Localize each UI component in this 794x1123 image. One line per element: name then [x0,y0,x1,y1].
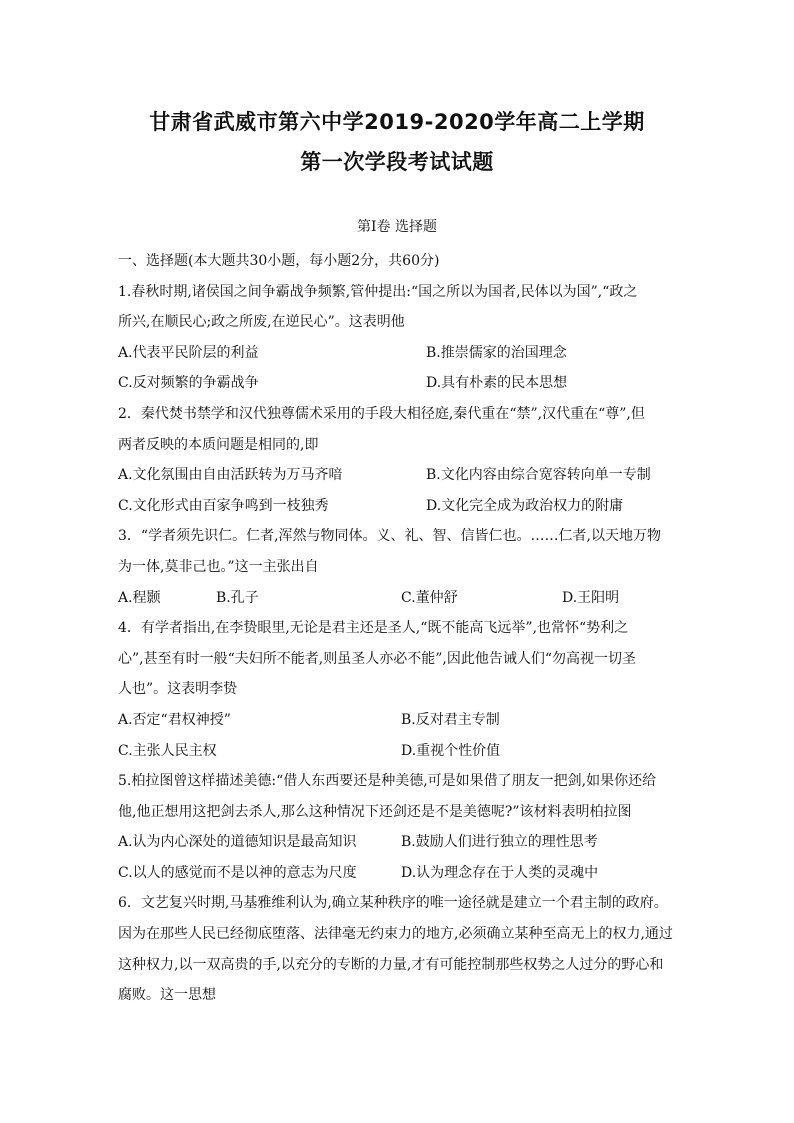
question-2-option-d: D.文化完全成为政治权力的附庸 [426,497,624,514]
question-2-option-b: B.文化内容由综合宽容转向单一专制 [426,467,651,484]
question-3-option-a: A.程颢 [118,589,161,606]
question-2-option-c: C.文化形式由百家争鸣到一枝独秀 [118,497,329,514]
question-5-option-c: C.以人的感觉而不是以神的意志为尺度 [118,864,357,881]
question-1-options-row-1 [118,338,678,369]
question-5-option-b: B.鼓励人们进行独立的理性思考 [401,834,598,851]
question-4-options-row-2 [118,736,678,767]
question-4-option-c: C.主张人民主权 [118,742,217,759]
question-1-option-c: C.反对频繁的争霸战争 [118,375,259,392]
question-4-options-row-1 [118,705,678,736]
question-5-options-row-2 [118,858,678,889]
question-1-line-1: 1.春秋时期,诸侯国之间争霸战争频繁,管仲提出:“国之所以为国者,民体以为国”,“政之 [118,283,638,300]
question-2-options-row-2 [118,491,678,522]
question-2-options-row-1 [118,460,678,491]
question-3-option-b: B.孔子 [216,589,259,606]
question-1-options-row-2 [118,368,678,399]
question-3-options-row [118,583,678,614]
question-4-line-2: 心”,甚至有时一般“夫妇所不能者,则虽圣人亦必不能”,因此他告诫人们“勿高视一切圣 [118,650,636,667]
question-2-option-a: A.文化氛围由自由活跃转为万马齐喑 [118,467,343,484]
question-3-option-c: C.董仲舒 [401,589,458,606]
question-3-line-1: 3．“学者须先识仁。仁者,浑然与物同体。义、礼、智、信皆仁也。……仁者,以天地万物 [118,528,661,545]
question-6-line-2: 因为在那些人民已经彻底堕落、法律毫无约束力的地方,必须确立某种至高无上的权力,通过 [118,926,673,943]
question-1-line-2: 所兴,在顺民心;政之所废,在逆民心”。这表明他 [118,314,405,331]
part-heading: 一、选择题(本大题共30小题，每小题2分，共60分) [118,253,440,269]
question-5-line-2: 他,他正想用这把剑去杀人,那么这种情况下还剑还是不是美德呢?”该材料表明柏拉图 [118,803,632,820]
question-3-option-d: D.王阳明 [562,589,620,606]
question-4-option-a: A.否定“君权神授” [118,711,231,728]
question-2-line-1: 2．秦代焚书禁学和汉代独尊儒术采用的手段大相径庭,秦代重在“禁”,汉代重在“尊”,但 [118,405,645,422]
question-5-options-row-1 [118,827,678,858]
question-5-option-a: A.认为内心深处的道德知识是最高知识 [118,834,357,851]
question-6-line-4: 腐败。这一思想 [118,987,216,1004]
question-4-option-d: D.重视个性价值 [401,742,501,759]
question-4-line-3: 人也”。这表明李贽 [118,681,238,698]
question-4-option-b: B.反对君主专制 [401,711,500,728]
question-1-option-d: D.具有朴素的民本思想 [426,375,568,392]
exam-title-line2: 第一次学段考试试题 [300,150,494,174]
question-body [118,246,678,1011]
question-1-option-a: A.代表平民阶层的利益 [118,344,259,361]
question-2-line-2: 两者反映的本质问题是相同的,即 [118,436,319,453]
question-6-line-1: 6．文艺复兴时期,马基雅维利认为,确立某种秩序的唯一途径就是建立一个君主制的政府。 [118,895,668,912]
question-5-option-d: D.认为理念存在于人类的灵魂中 [401,864,599,881]
question-6-line-3: 这种权力,以一双高贵的手,以充分的专断的力量,才有可能控制那些权势之人过分的野心和 [118,956,664,973]
section-title: 第Ⅰ卷 选择题 [357,219,437,235]
question-1-option-b: B.推崇儒家的治国理念 [426,344,567,361]
question-3-line-2: 为一体,莫非己也。”这一主张出自 [118,558,319,575]
question-4-line-1: 4．有学者指出,在李贽眼里,无论是君主还是圣人,“既不能高飞远举”,也常怀“势利之 [118,620,629,637]
exam-title-line1: 甘肃省武威市第六中学2019-2020学年高二上学期 [149,110,645,134]
question-5-line-1: 5.柏拉图曾这样描述美德:“借人东西要还是种美德,可是如果借了朋友一把剑,如果你还给 [118,773,657,790]
